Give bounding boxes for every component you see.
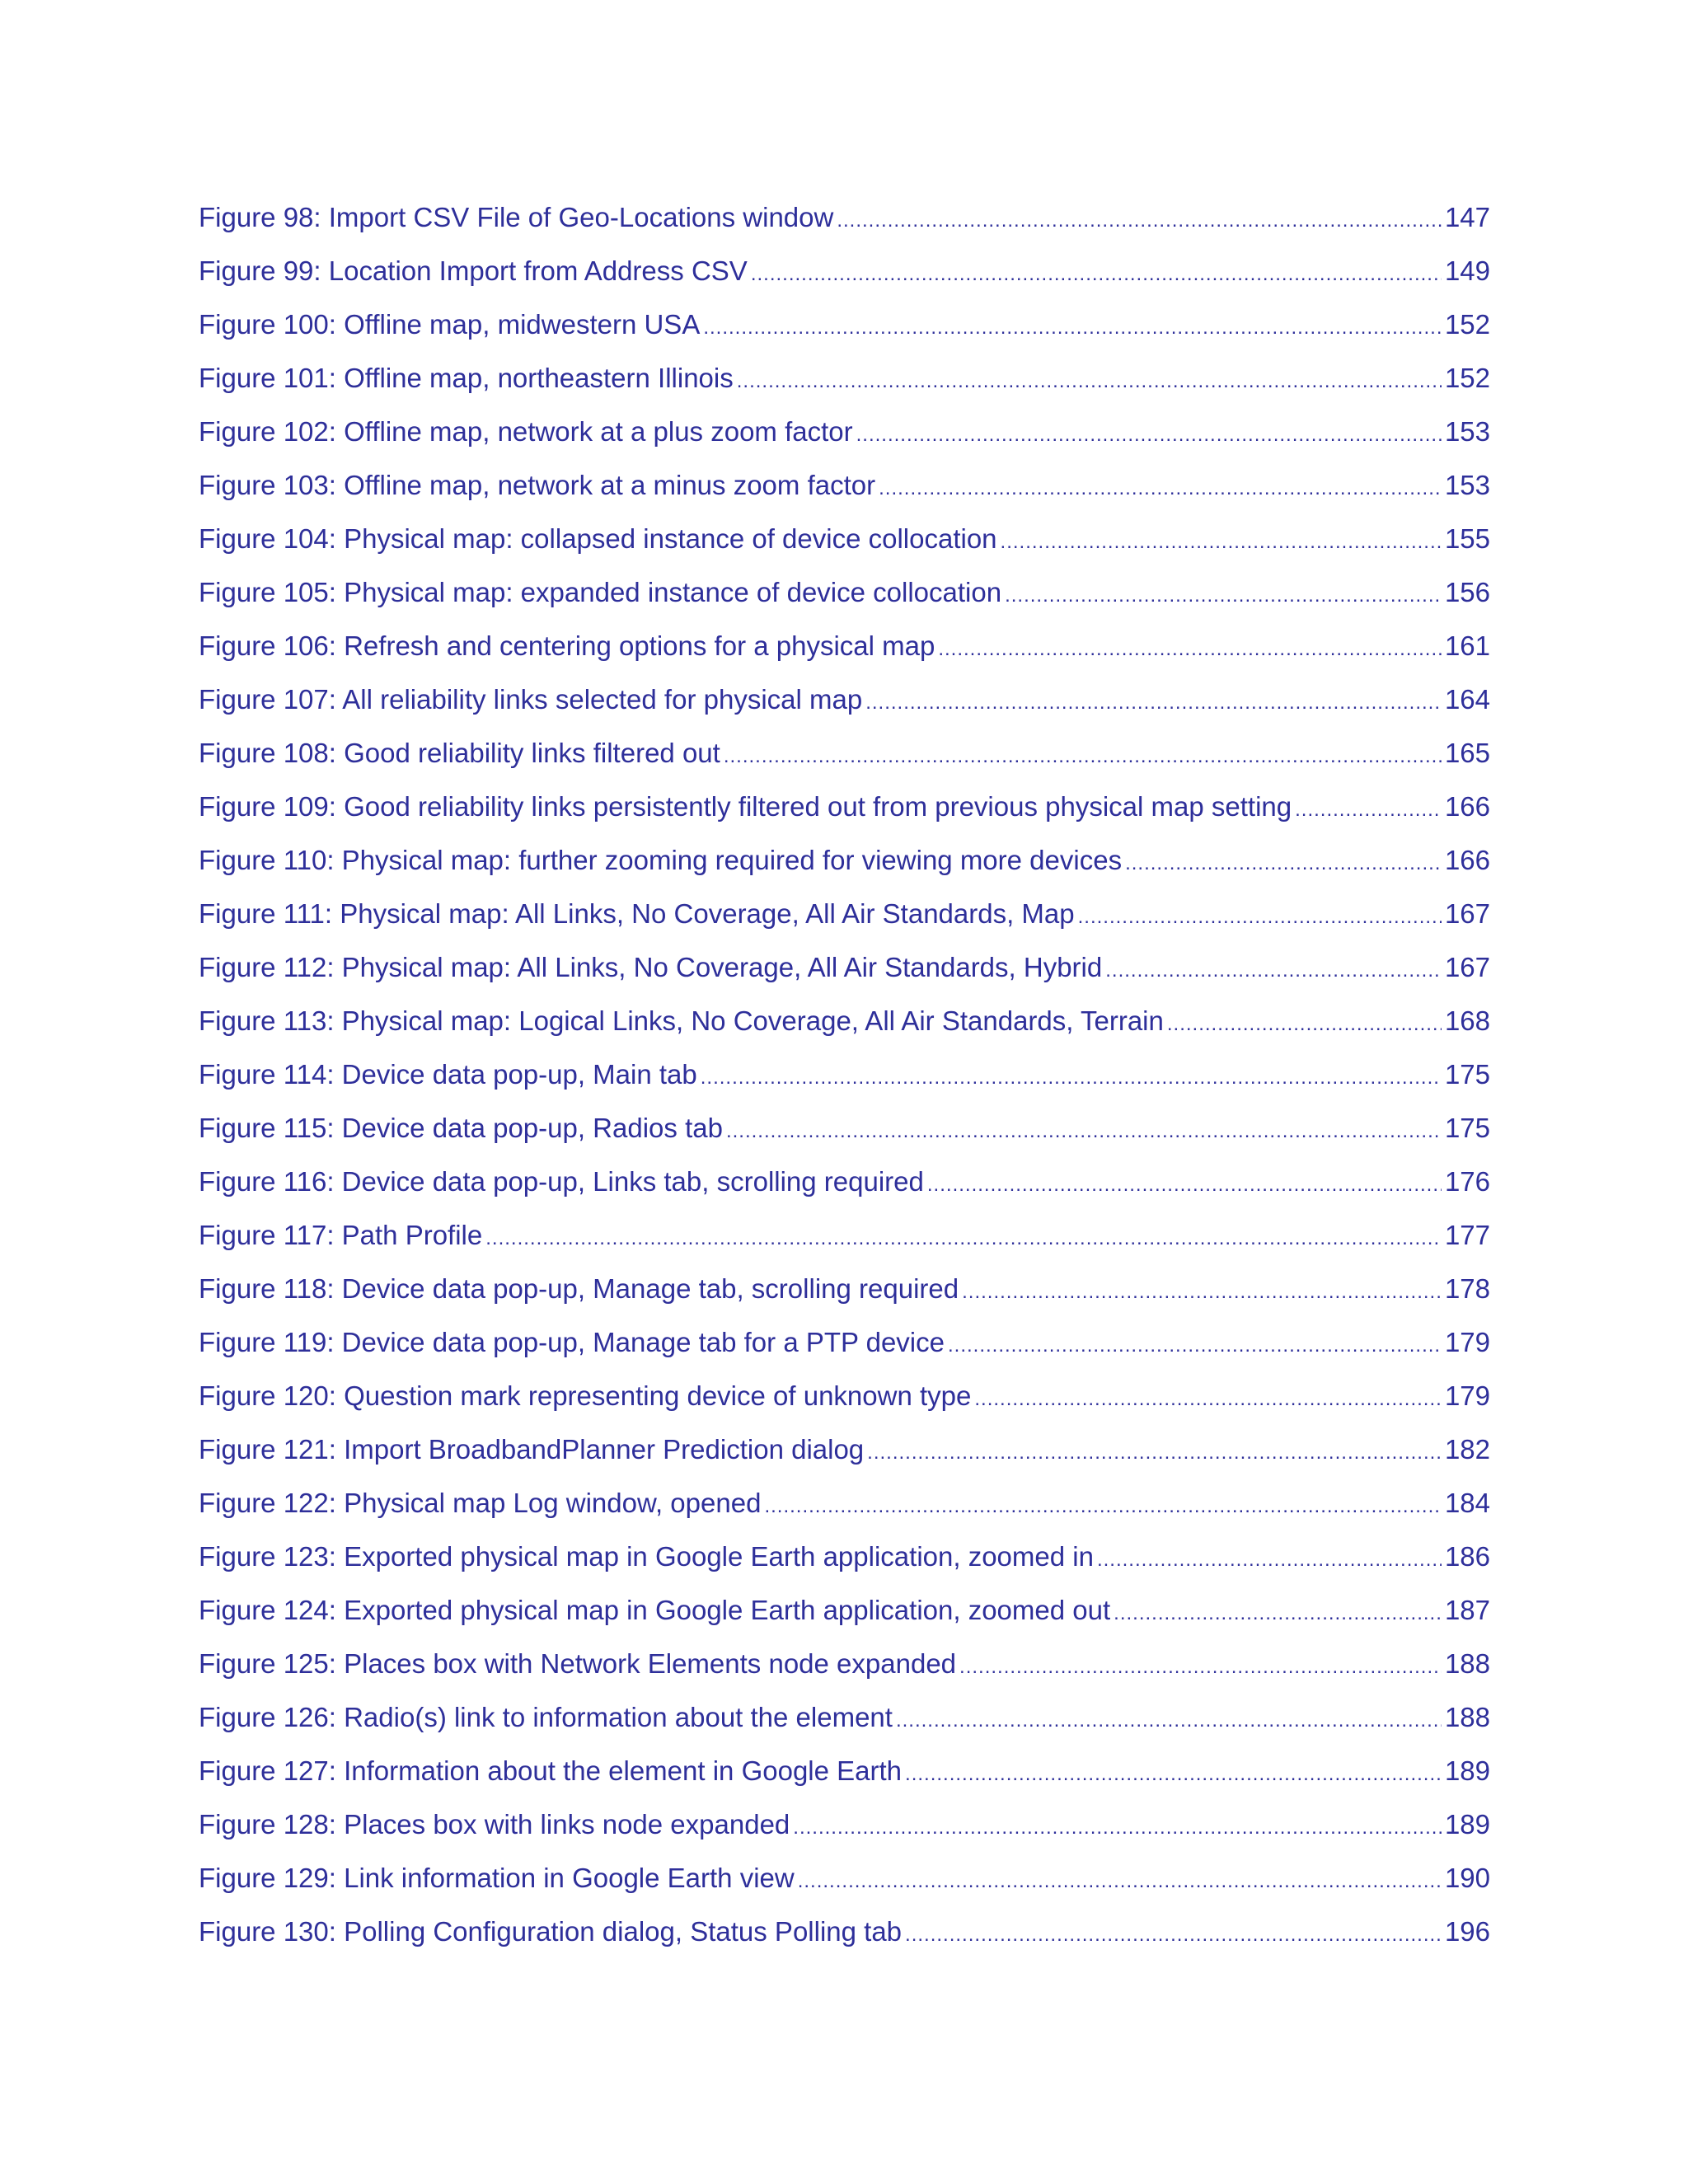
toc-entry-page-number: 186 <box>1444 1541 1490 1572</box>
toc-entry-page-number: 189 <box>1444 1755 1490 1786</box>
toc-entry-link[interactable] <box>199 733 1490 787</box>
toc-entry-link[interactable] <box>199 1537 1490 1591</box>
toc-entry-title: Figure 106: Refresh and centering options for a physical map <box>199 630 935 661</box>
toc-entry-link[interactable] <box>199 1269 1490 1323</box>
toc-entry-page-number: 178 <box>1444 1273 1490 1304</box>
toc-entry-page-number: 152 <box>1444 309 1490 340</box>
toc-entry-link[interactable] <box>199 412 1490 466</box>
dot-leader <box>1001 523 1442 562</box>
toc-entry-title: Figure 116: Device data pop-up, Links tab, scrolling required <box>199 1166 924 1197</box>
dot-leader <box>1167 1005 1442 1044</box>
toc-entry-link[interactable] <box>199 198 1490 251</box>
toc-entry-title: Figure 100: Offline map, midwestern USA <box>199 309 701 340</box>
toc-entry-page-number: 189 <box>1444 1809 1490 1840</box>
toc-entry-page-number: 147 <box>1444 202 1490 232</box>
toc-entry-link[interactable] <box>199 466 1490 519</box>
toc-entry-link[interactable] <box>199 841 1490 894</box>
toc-entry-page-number: 182 <box>1444 1434 1490 1465</box>
dot-leader <box>1005 576 1442 616</box>
dot-leader <box>751 255 1442 294</box>
toc-entry-link[interactable] <box>199 1751 1490 1805</box>
toc-entry-title: Figure 111: Physical map: All Links, No Coverage, All Air Standards, Map <box>199 898 1075 929</box>
toc-entry-title: Figure 105: Physical map: expanded instance of device collocation <box>199 577 1002 607</box>
toc-entry-link[interactable] <box>199 359 1490 412</box>
toc-entry-title: Figure 109: Good reliability links persistently filtered out from previous physical map setting <box>199 791 1292 822</box>
toc-entry-link[interactable] <box>199 1055 1490 1108</box>
toc-entry-link[interactable] <box>199 519 1490 573</box>
dot-leader <box>974 1380 1442 1419</box>
toc-entry-page-number: 156 <box>1444 577 1490 607</box>
dot-leader <box>856 415 1442 455</box>
toc-entry-link[interactable] <box>199 1162 1490 1216</box>
toc-entry-title: Figure 110: Physical map: further zooming required for viewing more devices <box>199 845 1123 875</box>
dot-leader <box>905 1915 1442 1955</box>
toc-entry-page-number: 152 <box>1444 363 1490 393</box>
dot-leader <box>737 362 1442 401</box>
toc-entry-title: Figure 123: Exported physical map in Google Earth application, zoomed in <box>199 1541 1094 1572</box>
toc-entry-page-number: 175 <box>1444 1059 1490 1090</box>
toc-entry-title: Figure 114: Device data pop-up, Main tab <box>199 1059 697 1090</box>
toc-entry-page-number: 167 <box>1444 898 1490 929</box>
dot-leader <box>724 737 1442 776</box>
toc-entry-link[interactable] <box>199 305 1490 359</box>
toc-entry-title: Figure 117: Path Profile <box>199 1220 483 1250</box>
toc-entry-title: Figure 126: Radio(s) link to information about the element <box>199 1702 893 1732</box>
toc-entry-page-number: 196 <box>1444 1916 1490 1947</box>
dot-leader <box>927 1165 1442 1205</box>
toc-entry-page-number: 179 <box>1444 1380 1490 1411</box>
dot-leader <box>764 1487 1442 1526</box>
toc-entry-page-number: 165 <box>1444 738 1490 768</box>
toc-entry-title: Figure 108: Good reliability links filtered out <box>199 738 720 768</box>
toc-entry-link[interactable] <box>199 1644 1490 1698</box>
dot-leader <box>896 1701 1442 1741</box>
toc-entry-page-number: 175 <box>1444 1113 1490 1143</box>
toc-entry-link[interactable] <box>199 1430 1490 1483</box>
toc-entry-link[interactable] <box>199 1108 1490 1162</box>
toc-entry-page-number: 188 <box>1444 1702 1490 1732</box>
dot-leader <box>962 1272 1442 1312</box>
dot-leader <box>726 1112 1442 1151</box>
toc-entry-page-number: 167 <box>1444 952 1490 982</box>
dot-leader <box>959 1647 1442 1687</box>
toc-entry-link[interactable] <box>199 1698 1490 1751</box>
toc-entry-page-number: 187 <box>1444 1595 1490 1625</box>
toc-entry-title: Figure 128: Places box with links node expanded <box>199 1809 790 1840</box>
toc-entry-link[interactable] <box>199 1912 1490 1966</box>
toc-entry-link[interactable] <box>199 573 1490 626</box>
toc-entry-link[interactable] <box>199 1483 1490 1537</box>
toc-entry-page-number: 176 <box>1444 1166 1490 1197</box>
toc-entry-title: Figure 124: Exported physical map in Google Earth application, zoomed out <box>199 1595 1111 1625</box>
toc-entry-title: Figure 121: Import BroadbandPlanner Prediction dialog <box>199 1434 865 1465</box>
dot-leader <box>703 308 1442 348</box>
dot-leader <box>1097 1540 1442 1580</box>
toc-entry-page-number: 153 <box>1444 470 1490 500</box>
dot-leader <box>837 201 1442 241</box>
dot-leader <box>1105 951 1442 991</box>
toc-entry-link[interactable] <box>199 787 1490 841</box>
toc-entry-title: Figure 112: Physical map: All Links, No Coverage, All Air Standards, Hybrid <box>199 952 1103 982</box>
toc-entry-page-number: 177 <box>1444 1220 1490 1250</box>
toc-entry-page-number: 153 <box>1444 416 1490 447</box>
toc-entry-title: Figure 129: Link information in Google Earth view <box>199 1863 795 1893</box>
toc-entry-title: Figure 122: Physical map Log window, opened <box>199 1488 762 1518</box>
toc-entry-title: Figure 119: Device data pop-up, Manage tab for a PTP device <box>199 1327 945 1357</box>
toc-entry-title: Figure 98: Import CSV File of Geo-Locations window <box>199 202 834 232</box>
toc-entry-title: Figure 120: Question mark representing device of unknown type <box>199 1380 972 1411</box>
dot-leader <box>948 1326 1442 1366</box>
toc-entry-page-number: 164 <box>1444 684 1490 715</box>
toc-entry-title: Figure 115: Device data pop-up, Radios tab <box>199 1113 723 1143</box>
toc-entry-link[interactable] <box>199 1323 1490 1376</box>
toc-entry-title: Figure 103: Offline map, network at a minus zoom factor <box>199 470 876 500</box>
toc-entry-link[interactable] <box>199 948 1490 1001</box>
toc-entry-page-number: 188 <box>1444 1648 1490 1679</box>
toc-entry-page-number: 179 <box>1444 1327 1490 1357</box>
toc-entry-page-number: 166 <box>1444 791 1490 822</box>
dot-leader <box>798 1862 1442 1901</box>
dot-leader <box>867 1433 1442 1473</box>
toc-entry-page-number: 149 <box>1444 255 1490 286</box>
dot-leader <box>793 1808 1442 1848</box>
toc-entry-title: Figure 130: Polling Configuration dialog, Status Polling tab <box>199 1916 903 1947</box>
toc-entry-link[interactable] <box>199 626 1490 680</box>
toc-entry-title: Figure 107: All reliability links selected for physical map <box>199 684 863 715</box>
toc-entry-title: Figure 104: Physical map: collapsed instance of device collocation <box>199 523 997 554</box>
toc-entry-title: Figure 113: Physical map: Logical Links, No Coverage, All Air Standards, Terrain <box>199 1005 1164 1036</box>
toc-entry-page-number: 184 <box>1444 1488 1490 1518</box>
toc-entry-link[interactable] <box>199 1805 1490 1858</box>
toc-entry-title: Figure 127: Information about the element in Google Earth <box>199 1755 903 1786</box>
dot-leader <box>879 469 1442 509</box>
toc-entry-page-number: 155 <box>1444 523 1490 554</box>
dot-leader <box>1078 898 1442 937</box>
toc-entry-page-number: 161 <box>1444 630 1490 661</box>
toc-entry-page-number: 166 <box>1444 845 1490 875</box>
toc-entry-title: Figure 99: Location Import from Address CSV <box>199 255 748 286</box>
toc-entry-link[interactable] <box>199 680 1490 733</box>
dot-leader <box>938 630 1442 669</box>
toc-entry-page-number: 168 <box>1444 1005 1490 1036</box>
toc-entry-link[interactable] <box>199 251 1490 305</box>
dot-leader <box>701 1058 1442 1098</box>
dot-leader <box>865 683 1442 723</box>
toc-entry-link[interactable] <box>199 1858 1490 1912</box>
toc-entry-link[interactable] <box>199 1376 1490 1430</box>
dot-leader <box>1295 790 1442 830</box>
toc-entry-title: Figure 125: Places box with Network Elements node expanded <box>199 1648 957 1679</box>
dot-leader <box>1125 844 1442 883</box>
toc-entry-link[interactable] <box>199 894 1490 948</box>
dot-leader <box>905 1755 1442 1794</box>
toc-entry-link[interactable] <box>199 1001 1490 1055</box>
toc-entry-page-number: 190 <box>1444 1863 1490 1893</box>
toc-entry-title: Figure 102: Offline map, network at a plus zoom factor <box>199 416 853 447</box>
toc-entry-link[interactable] <box>199 1591 1490 1644</box>
table-of-figures <box>199 198 1490 1966</box>
toc-entry-title: Figure 118: Device data pop-up, Manage tab, scrolling required <box>199 1273 959 1304</box>
dot-leader <box>1114 1594 1442 1633</box>
dot-leader <box>485 1219 1442 1258</box>
toc-entry-link[interactable] <box>199 1216 1490 1269</box>
toc-entry-title: Figure 101: Offline map, northeastern Illinois <box>199 363 734 393</box>
